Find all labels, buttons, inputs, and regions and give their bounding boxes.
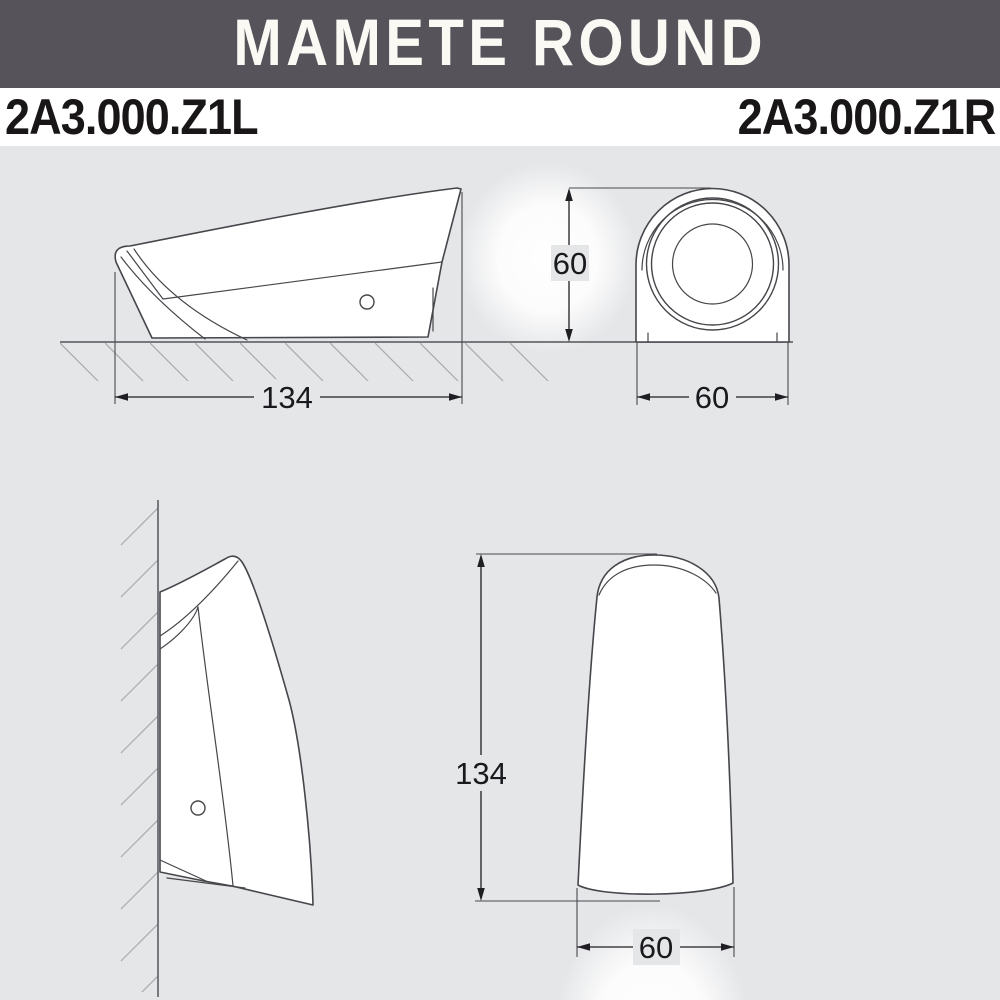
model-code-right: 2A3.000.Z1R — [737, 89, 995, 145]
front-view-vertical — [448, 554, 734, 965]
mounting-hole — [360, 295, 374, 309]
header-bar — [0, 0, 1000, 88]
wall-mounted-side-view — [119, 500, 313, 997]
model-band — [0, 88, 1000, 146]
fixture-outline — [115, 188, 461, 338]
technical-drawing — [0, 146, 1000, 1000]
mounting-hole — [191, 801, 205, 815]
dimension-label-length: 134 — [261, 380, 313, 415]
dimension-label-width: 60 — [694, 380, 730, 415]
light-glow-side-view — [458, 162, 638, 354]
drawing-canvas — [0, 146, 1000, 1000]
dimension-label-height: 60 — [552, 246, 588, 281]
wall-hatching — [119, 508, 158, 992]
ground-hatching — [60, 343, 555, 381]
page-title: MAMETE ROUND — [233, 5, 767, 79]
dimension-label-height: 134 — [455, 756, 507, 791]
fixture-vertical-outline — [578, 555, 733, 894]
dimension-label-width: 60 — [638, 930, 674, 965]
model-code-left: 2A3.000.Z1L — [5, 89, 258, 145]
fixture-front-outline — [636, 189, 789, 343]
fixture-outline-wall — [160, 556, 313, 905]
